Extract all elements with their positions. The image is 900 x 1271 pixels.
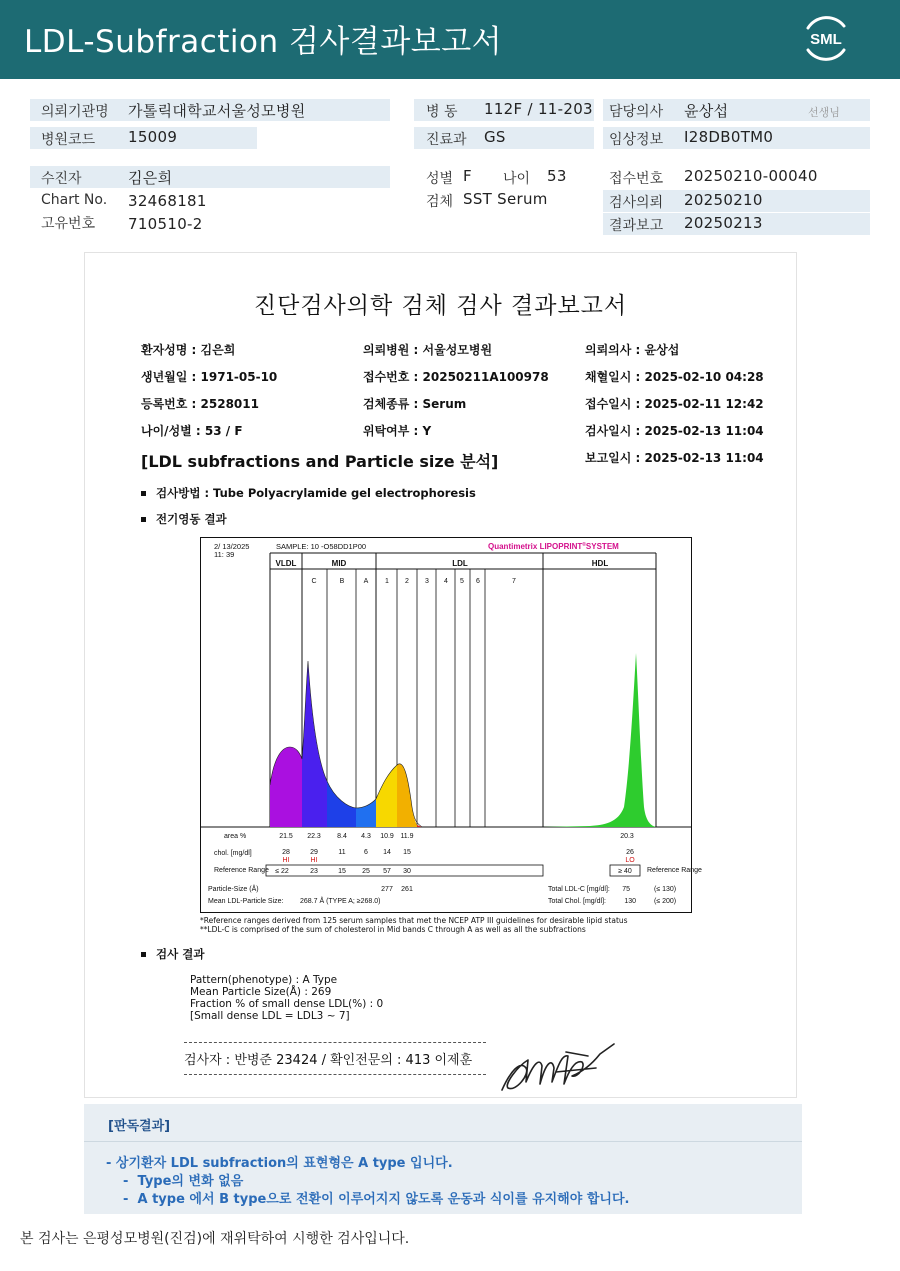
area-ldl2: 11.9 bbox=[400, 833, 414, 840]
group-label-vldl: VLDL bbox=[275, 559, 297, 568]
judgement-title: [판독결과] bbox=[108, 1119, 171, 1134]
row-label-area: area % bbox=[224, 833, 247, 840]
receipt-value: 20250210-00040 bbox=[684, 167, 818, 185]
field-test-time: 검사일시 : 2025-02-13 11:04 bbox=[585, 424, 764, 438]
unique-no-value: 710510-2 bbox=[128, 215, 203, 233]
band-label-4: 4 bbox=[444, 578, 448, 585]
clinical-label: 임상정보 bbox=[609, 132, 664, 148]
row-label-mean: Mean LDL-Particle Size: bbox=[208, 898, 284, 905]
area-midb: 8.4 bbox=[337, 833, 347, 840]
request-value: 20250210 bbox=[684, 191, 763, 209]
size-ldl1: 277 bbox=[381, 886, 393, 893]
area-mida: 4.3 bbox=[361, 833, 371, 840]
judgement-line-2: - Type의 변화 없음 bbox=[114, 1174, 244, 1189]
judgement-header bbox=[84, 1104, 802, 1142]
report-title: 진단검사의학 검체 검사 결과보고서 bbox=[253, 293, 628, 319]
group-label-hdl: HDL bbox=[591, 559, 609, 568]
judgement-panel bbox=[84, 1104, 802, 1214]
chart-no-label: Chart No. bbox=[41, 192, 108, 208]
ref-midc: 23 bbox=[310, 868, 318, 875]
chol-vldl: 28 bbox=[282, 849, 290, 856]
receipt-label: 접수번호 bbox=[609, 171, 664, 187]
chol-mida: 6 bbox=[364, 849, 368, 856]
field-birth: 생년월일 : 1971-05-10 bbox=[141, 370, 278, 384]
sex-label: 성별 bbox=[426, 171, 454, 187]
report-subtitle: [LDL subfractions and Particle size 분석] bbox=[141, 452, 499, 471]
band-label-a: A bbox=[363, 578, 369, 585]
result-pattern: Pattern(phenotype) : A Type bbox=[190, 974, 338, 986]
electro-line bbox=[141, 511, 227, 527]
bullet-icon bbox=[141, 491, 146, 496]
hospital-code-label: 병원코드 bbox=[41, 132, 96, 148]
ref-vldl: ≤ 22 bbox=[275, 868, 289, 875]
result-sdldl-def: [Small dense LDL = LDL3 ~ 7] bbox=[190, 1010, 350, 1022]
method-text: 검사방법 : Tube Polyacrylamide gel electrophoresis bbox=[156, 486, 476, 500]
registered-mark-icon: ® bbox=[582, 542, 586, 548]
doctor-suffix: 선생님 bbox=[808, 106, 840, 119]
mean-size-value: 268.7 Å (TYPE A; ≥268.0) bbox=[300, 898, 381, 905]
unique-no-label: 고유번호 bbox=[41, 216, 96, 232]
field-hospital: 의뢰병원 : 서울성모병원 bbox=[363, 343, 493, 357]
field-reg-no: 등록번호 : 2528011 bbox=[141, 397, 259, 411]
area-ldl1: 10.9 bbox=[380, 833, 394, 840]
ref-ldl1: 57 bbox=[383, 868, 391, 875]
dashed-divider bbox=[184, 1074, 486, 1075]
page-title: LDL-Subfraction 검사결과보고서 bbox=[24, 24, 503, 60]
total-chol-value: 130 bbox=[624, 898, 636, 905]
patient-label: 수진자 bbox=[41, 171, 82, 187]
row-label-ref-right: Reference Range bbox=[647, 867, 702, 874]
chart-brand bbox=[488, 541, 619, 551]
footnote: 본 검사는 은평성모병원(진검)에 재위탁하여 시행한 검사입니다. bbox=[20, 1231, 410, 1247]
row-label-chol: chol. [mg/dl] bbox=[214, 850, 252, 857]
total-chol-label: Total Chol. [mg/dl]: bbox=[548, 898, 606, 905]
size-ldl2: 261 bbox=[401, 886, 413, 893]
field-specimen: 검체종류 : Serum bbox=[363, 397, 467, 411]
age-label: 나이 bbox=[503, 171, 531, 187]
row-bg-patient bbox=[30, 166, 390, 188]
total-ldl-value: 75 bbox=[622, 886, 630, 893]
area-vldl: 21.5 bbox=[279, 833, 293, 840]
group-label-mid: MID bbox=[331, 559, 347, 568]
hospital-code-value: 15009 bbox=[128, 128, 178, 146]
band-label-c: C bbox=[311, 578, 317, 585]
specimen-label: 검체 bbox=[426, 194, 454, 210]
chart-brand-name: Quantimetrix LIPOPRINT bbox=[488, 542, 583, 551]
ward-label: 병 동 bbox=[426, 104, 458, 120]
dept-label: 진료과 bbox=[426, 132, 467, 148]
bullet-icon bbox=[141, 517, 146, 522]
patient-value: 김은희 bbox=[128, 169, 173, 187]
judgement-line-1: - 상기환자 LDL subfraction의 표현형은 A type 입니다. bbox=[106, 1156, 453, 1171]
sml-logo-icon bbox=[800, 12, 852, 64]
row-label-size: Particle-Size (Å) bbox=[208, 886, 259, 893]
area-midc: 22.3 bbox=[307, 833, 321, 840]
field-report-time: 보고일시 : 2025-02-13 11:04 bbox=[585, 451, 764, 465]
sex-value: F bbox=[463, 167, 472, 185]
report-date-label: 결과보고 bbox=[609, 218, 664, 234]
specimen-value: SST Serum bbox=[463, 190, 548, 208]
field-collect-time: 채혈일시 : 2025-02-10 04:28 bbox=[585, 370, 764, 384]
band-label-5: 5 bbox=[460, 578, 464, 585]
ref-mida: 25 bbox=[362, 868, 370, 875]
band-label-1: 1 bbox=[385, 578, 389, 585]
flag-midc: HI bbox=[310, 857, 318, 864]
chol-midc: 29 bbox=[310, 849, 318, 856]
ward-value: 112F / 11-203 bbox=[484, 100, 593, 118]
flag-hdl: LO bbox=[625, 857, 635, 864]
signers-line: 검사자 : 반병준 23424 / 확인전문의 : 413 이제훈 bbox=[184, 1053, 473, 1068]
flag-vldl: HI bbox=[282, 857, 290, 864]
band-label-2: 2 bbox=[405, 578, 409, 585]
chart-date: 2/ 13/2025 bbox=[214, 542, 250, 551]
result-heading: 검사 결과 bbox=[156, 947, 205, 961]
dept-value: GS bbox=[484, 128, 506, 146]
field-age-sex: 나이/성별 : 53 / F bbox=[141, 424, 243, 438]
age-value: 53 bbox=[547, 167, 567, 185]
chart-no-value: 32468181 bbox=[128, 192, 207, 210]
band-label-3: 3 bbox=[425, 578, 429, 585]
doctor-value: 윤상섭 bbox=[684, 102, 729, 120]
result-mean-size: Mean Particle Size(Å) : 269 bbox=[190, 986, 332, 998]
field-receipt-time: 접수일시 : 2025-02-11 12:42 bbox=[585, 397, 764, 411]
chart-note-1: *Reference ranges derived from 125 serum samples that met the NCEP ATP III guidelines for desirable lipid status bbox=[200, 916, 628, 925]
chart-time: 11: 39 bbox=[214, 550, 235, 559]
total-chol-ref: (≤ 200) bbox=[654, 898, 677, 905]
result-fraction: Fraction % of small dense LDL(%) : 0 bbox=[190, 998, 384, 1010]
ref-hdl: ≥ 40 bbox=[618, 868, 632, 875]
field-doctor: 의뢰의사 : 윤상섭 bbox=[585, 343, 680, 357]
institution-label: 의뢰기관명 bbox=[41, 104, 109, 120]
chart-note-2: **LDL-C is comprised of the sum of cholesterol in Mid bands C through A as well as all the subfractions bbox=[200, 925, 586, 934]
report-header bbox=[0, 0, 900, 79]
total-ldl-label: Total LDL-C [mg/dl]: bbox=[548, 886, 610, 893]
doctor-label: 담당의사 bbox=[609, 104, 664, 120]
ref-ldl2: 30 bbox=[403, 868, 411, 875]
chol-ldl2: 15 bbox=[403, 849, 411, 856]
band-label-6: 6 bbox=[476, 578, 480, 585]
total-ldl-ref: (≤ 130) bbox=[654, 886, 677, 893]
electro-heading: 전기영동 결과 bbox=[156, 512, 227, 526]
clinical-value: I28DB0TM0 bbox=[684, 128, 774, 146]
judgement-line-3: - A type 에서 B type으로 전환이 이루어지지 않도록 운동과 식이를 유지해야 합니다. bbox=[114, 1192, 630, 1207]
group-label-ldl: LDL bbox=[452, 559, 468, 568]
dashed-divider bbox=[184, 1042, 486, 1043]
logo-text: SML bbox=[810, 31, 842, 48]
chol-hdl: 26 bbox=[626, 849, 634, 856]
report-date-value: 20250213 bbox=[684, 214, 763, 232]
area-hdl: 20.3 bbox=[620, 833, 634, 840]
signature-image bbox=[496, 1032, 618, 1098]
chart-brand-suffix: SYSTEM bbox=[585, 542, 619, 551]
field-consign: 위탁여부 : Y bbox=[363, 424, 432, 438]
method-line bbox=[141, 485, 476, 501]
chart-sample: SAMPLE: 10 -O58DD1P00 bbox=[276, 542, 367, 551]
bullet-icon bbox=[141, 952, 146, 957]
chol-ldl1: 14 bbox=[383, 849, 391, 856]
lipoprint-chart bbox=[200, 537, 702, 913]
band-label-7: 7 bbox=[512, 578, 516, 585]
request-label: 검사의뢰 bbox=[609, 195, 664, 211]
band-label-b: B bbox=[339, 578, 345, 585]
result-heading-line bbox=[141, 946, 204, 962]
ref-midb: 15 bbox=[338, 868, 346, 875]
institution-value: 가톨릭대학교서울성모병원 bbox=[128, 102, 306, 120]
field-patient-name: 환자성명 : 김은희 bbox=[141, 343, 236, 357]
row-label-ref: Reference Range bbox=[214, 867, 269, 874]
chol-midb: 11 bbox=[338, 849, 346, 856]
field-receipt-no: 접수번호 : 20250211A100978 bbox=[363, 370, 549, 384]
